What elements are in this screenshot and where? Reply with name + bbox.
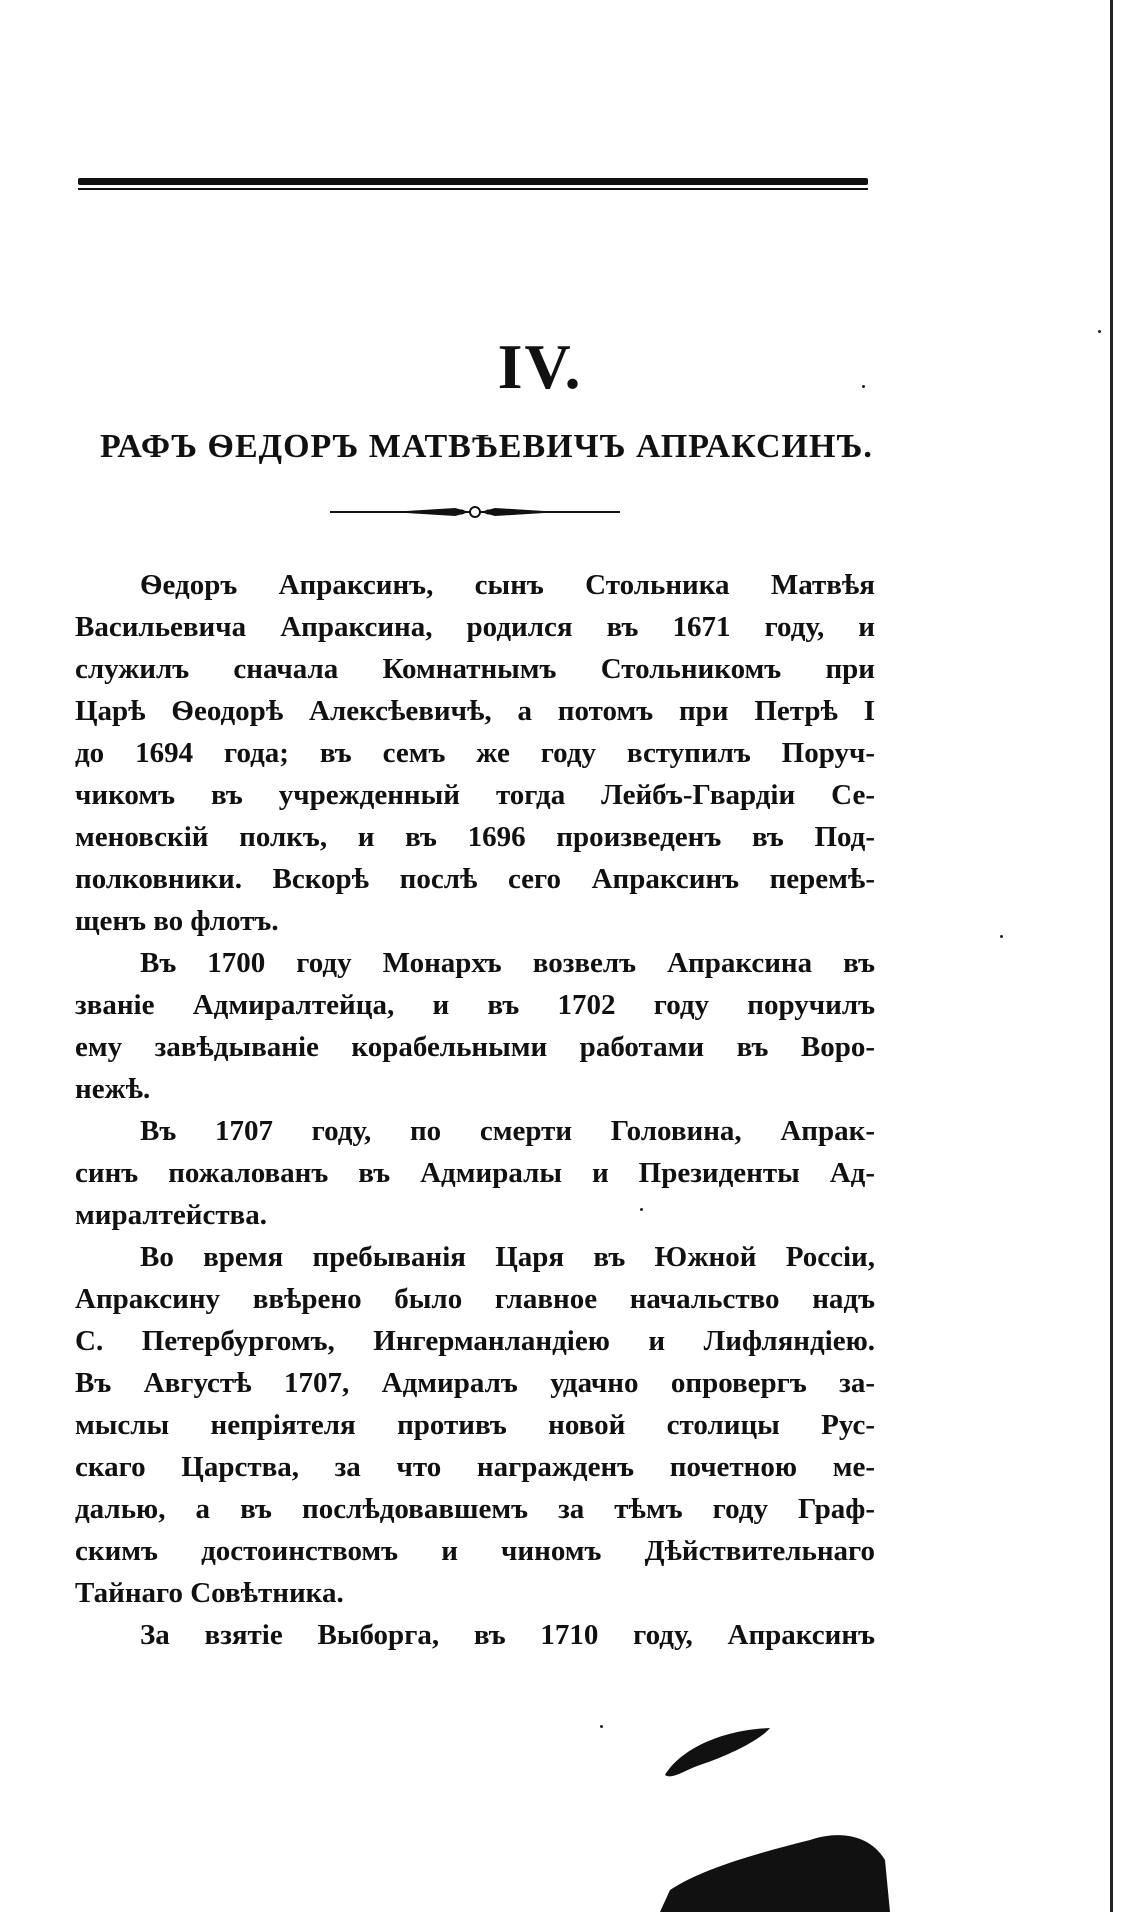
text-line: до 1694 года; въ семъ же году вступилъ Поруч- [75,737,875,769]
ink-blot-icon [660,1720,780,1790]
text-line: нежѣ. [75,1073,151,1105]
scan-speck [862,385,865,388]
text-line: синъ пожалованъ въ Адмиралы и Президенты Ад- [75,1157,875,1189]
scan-speck [1000,935,1003,938]
text-line: далью, а въ послѣдовавшемъ за тѣмъ году Граф- [75,1493,875,1525]
text-line: Ѳедоръ Апраксинъ, сынъ Стольника Матвѣя [140,569,875,601]
text-line: Царѣ Ѳеодорѣ Алексѣевичѣ, а потомъ при Петрѣ I [75,695,875,727]
text-line: Васильевича Апраксина, родился въ 1671 году, и [75,611,875,643]
text-line: меновскій полкъ, и въ 1696 произведенъ въ Под- [75,821,875,853]
chapter-title: РАФЪ ѲЕДОРЪ МАТВѢЕВИЧЪ АПРАКСИНЪ. [100,428,873,465]
text-line: скаго Царства, за что награжденъ почетною ме- [75,1451,875,1483]
text-line: Во время пребыванія Царя въ Южной Россіи, [140,1241,875,1273]
text-line: Апраксину ввѣрено было главное начальство надъ [75,1283,875,1315]
scan-speck [600,1725,603,1728]
text-line: За взятіе Выборга, въ 1710 году, Апраксинъ [140,1619,875,1651]
ornament-divider-icon [330,500,620,524]
body-text [75,564,875,1656]
text-line: мыслы непріятеля противъ новой столицы Рус- [75,1409,875,1441]
text-line: Въ Августѣ 1707, Адмиралъ удачно опровергъ за- [75,1367,875,1399]
text-line: Въ 1700 году Монархъ возвелъ Апраксина въ [140,947,875,979]
text-line: ему завѣдываніе корабельными работами въ Воро- [75,1031,875,1063]
text-line: Въ 1707 году, по смерти Головина, Апрак- [140,1115,875,1147]
text-line: чикомъ въ учрежденный тогда Лейбъ-Гвардіи Се- [75,779,875,811]
text-line: полковники. Вскорѣ послѣ сего Апраксинъ перемѣ- [75,863,875,895]
top-rule-thin [78,188,868,190]
text-line: Тайнаго Совѣтника. [75,1577,344,1609]
top-double-rule [78,178,868,192]
text-line: скимъ достоинствомъ и чиномъ Дѣйствительнаго [75,1535,875,1567]
scan-speck [640,1208,643,1211]
ink-blot-icon [640,1800,890,1912]
text-line: С. Петербургомъ, Ингерманландіею и Лифляндіею. [75,1325,875,1357]
text-line: щенъ во флотъ. [75,905,279,937]
text-line: миралтейства. [75,1199,267,1231]
chapter-number: IV. [497,331,583,402]
scan-speck [1098,330,1101,333]
text-line: служилъ сначала Комнатнымъ Стольникомъ при [75,653,875,685]
page-edge-line [1110,0,1113,1912]
text-line: званіе Адмиралтейца, и въ 1702 году поручилъ [75,989,875,1021]
top-rule-thick [78,178,868,185]
